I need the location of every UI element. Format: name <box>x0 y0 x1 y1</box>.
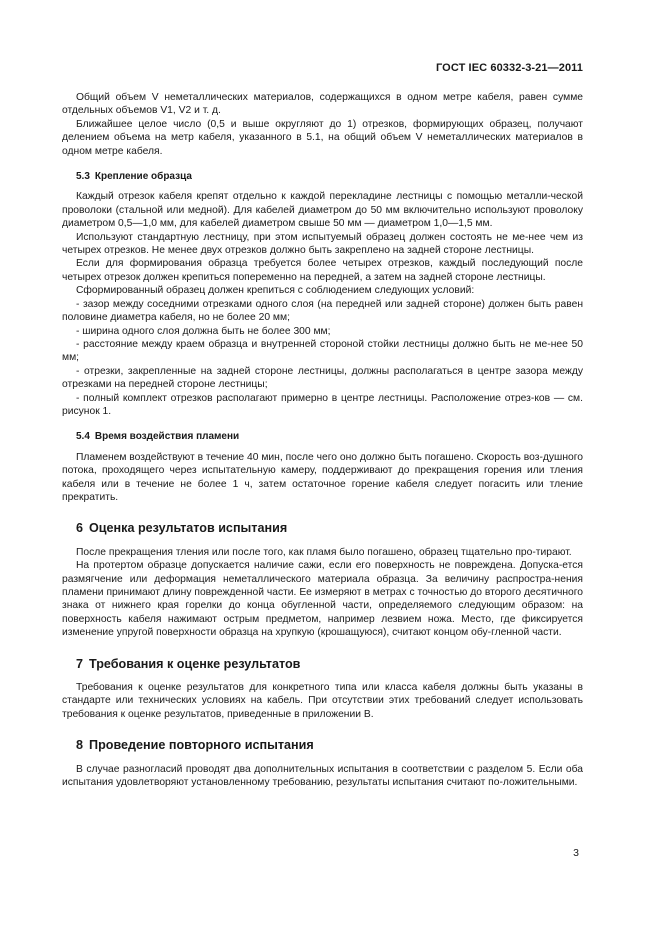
list-item: - отрезки, закрепленные на задней стороне лестницы, должны располагаться в центре зазора между отрезками на передней стороне лестницы; <box>62 365 583 391</box>
section-number: 6 <box>76 521 84 536</box>
section-number: 8 <box>76 738 84 753</box>
intro-paragraph: Ближайшее целое число (0,5 и выше округляют до 1) отрезков, формирующих образец, получают делением объема на метр кабеля, указанного в 5.1, на общий объем V неметаллических материалов в одном метре кабеля. <box>62 118 583 157</box>
paragraph: Сформированный образец должен крепиться с соблюдением следующих условий: <box>76 285 475 297</box>
section-title: Оценка результатов испытания <box>89 521 288 536</box>
subsection-title: Крепление образца <box>94 171 192 183</box>
paragraph: Если для формирования образца требуется более четырех отрезков, каждый последующий после четырех отрезок должен крепиться попеременно на передней, а затем на задней стороне лестницы. <box>62 258 583 283</box>
paragraph: Пламенем воздействуют в течение 40 мин, после чего оно должно быть погашено. Скорость воз-душного потока, проходящего через испытательную камеру, поддерживают до прекращения горения или тления кабеля или в течение не более 1 ч, затем остаточное горение кабеля следует погасить или тление прекратить. <box>62 451 583 503</box>
section-number: 7 <box>76 656 84 671</box>
list-item: - расстояние между краем образца и внутренней стороной стойки лестницы должно быть не ме-нее 50 мм; <box>62 338 583 364</box>
paragraph: На протертом образце допускается наличие сажи, если его поверхность не повреждена. Допуска-ется размягчение или деформация неметаллического материала образца. За величину распростра-нения пламени принимают длину поврежденной части. Ее измеряют в метрах с точностью до второго десятичного знака от нижнего края горелки до конца обугленной части, определяемого следующим образом: на поверхность кабеля нажимают острым предметом, например лезвием ножа. Место, где фиксируется изменение упругой поверхности образца на хрупкую (крошащуюся), считают концом обу-гленной части. <box>62 560 583 639</box>
list-item: - полный комплект отрезков располагают примерно в центре лестницы. Расположение отрез-ков — см. рисунок 1. <box>62 392 583 417</box>
page-number: 3 <box>573 847 579 859</box>
list-item: - зазор между соседними отрезками одного слоя (на передней или задней стороне) должен быть равен половине диаметра кабеля, но не более 20 мм; <box>62 298 583 324</box>
subsection-heading-5-4 <box>76 430 583 443</box>
section-heading-6 <box>76 522 583 535</box>
subsection-number: 5.3 <box>76 171 90 183</box>
page-content <box>62 91 583 789</box>
paragraph: В случае разногласий проводят два дополнительных испытания в соответствии с разделом 5. Если оба испытания удовлетворяют установленному требованию, результаты испытания считают по-ложительными. <box>62 763 583 789</box>
list-item: - ширина одного слоя должна быть не более 300 мм; <box>76 325 331 337</box>
subsection-title: Время воздействия пламени <box>94 431 240 443</box>
paragraph: После прекращения тления или после того, как пламя было погашено, образец тщательно про-тирают. <box>76 546 572 558</box>
section-title: Проведение повторного испытания <box>89 738 314 753</box>
subsection-heading-5-3 <box>76 170 583 183</box>
section-heading-7 <box>76 658 583 671</box>
paragraph: Требования к оценке результатов для конкретного типа или класса кабеля должны быть указаны в стандарте или технических условиях на кабель. При отсутствии этих требований следует использовать требования к оценке результатов, приведенные в приложении В. <box>62 682 583 720</box>
section-heading-8 <box>76 739 583 752</box>
paragraph: Используют стандартную лестницу, при этом испытуемый образец должен состоять не ме-нее чем из четырех отрезков. Не менее двух отрезков должно быть закреплено на задней стороне лестницы. <box>62 231 583 257</box>
paragraph: Каждый отрезок кабеля крепят отдельно к каждой перекладине лестницы с помощью металли-ческой проволоки (стальной или медной). Для кабелей диаметром до 50 мм включительно используют проволоку диаметром 0,5—1,0 мм, для кабелей диаметром свыше 50 мм — диаметром 1,0—1,5 мм. <box>62 191 583 230</box>
document-code: ГОСТ IEC 60332-3-21—2011 <box>435 62 583 74</box>
subsection-number: 5.4 <box>76 431 90 443</box>
section-title: Требования к оценке результатов <box>89 656 301 671</box>
intro-paragraph: Общий объем V неметаллических материалов, содержащихся в одном метре кабеля, равен сумме отдельных объемов V1, V2 и т. д. <box>62 92 583 117</box>
